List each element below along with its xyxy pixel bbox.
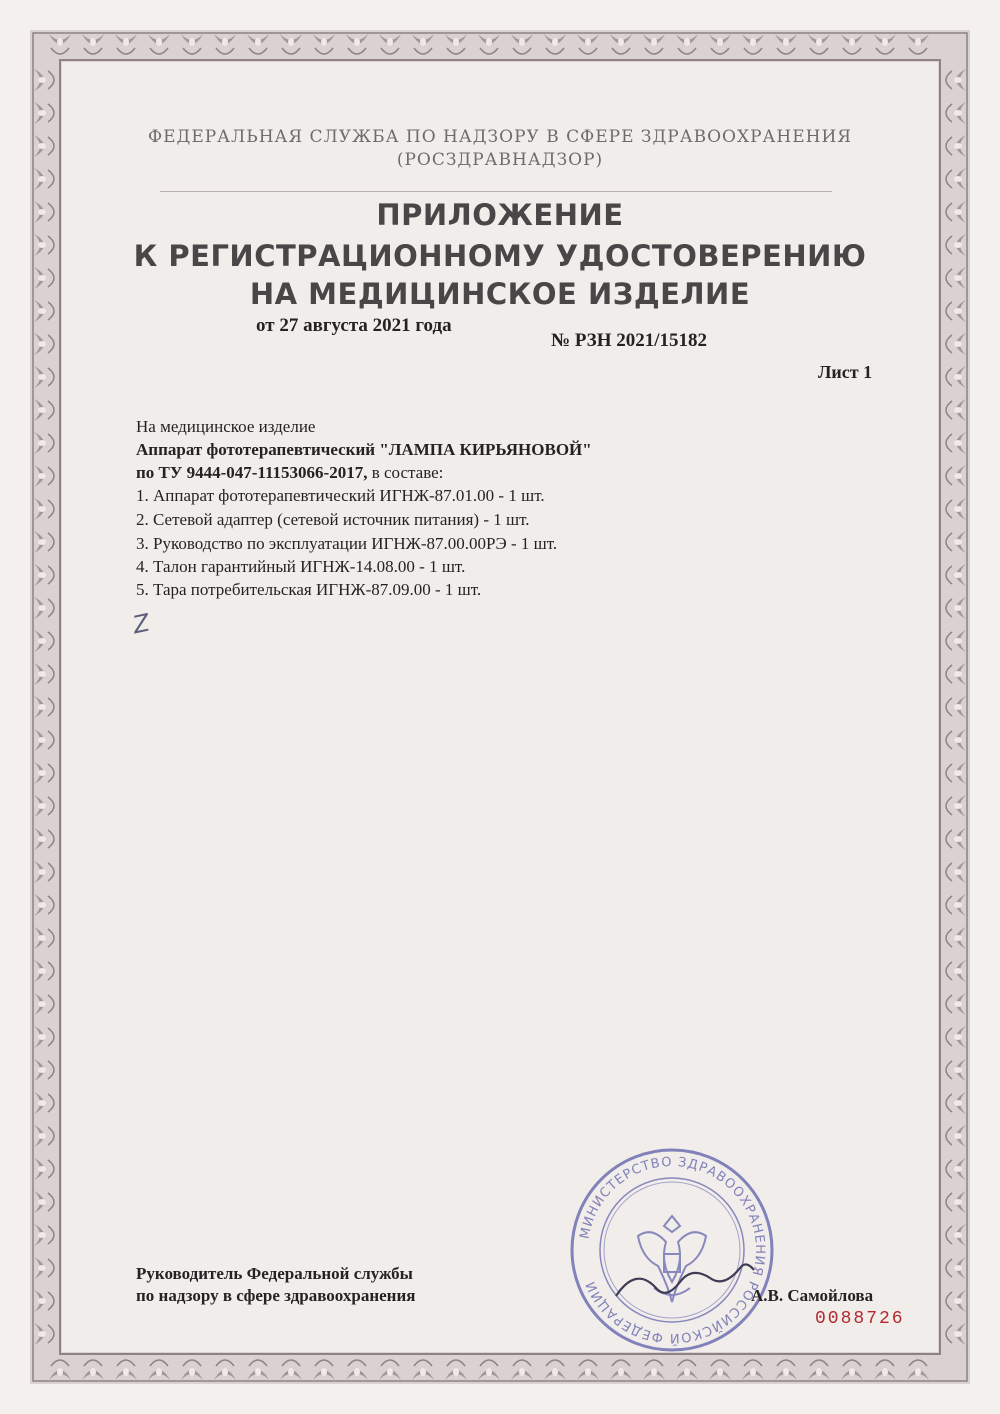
signatory-name: А.В. Самойлова [751,1286,874,1305]
official-stamp [568,1146,776,1354]
signatory-title-line-2: по надзору в сфере здравоохранения [136,1286,416,1305]
serial-number: 0088726 [815,1309,905,1329]
list-item: 2. Сетевой адаптер (сетевой источник питания) - 1 шт. [136,510,530,529]
signatory-title-line-1: Руководитель Федеральной службы [136,1264,413,1283]
svg-text:МИНИСТЕРСТВО ЗДРАВООХРАНЕНИЯ Р [578,1155,767,1346]
issue-date: от 27 августа 2021 года [256,315,452,336]
list-item: 3. Руководство по эксплуатации ИГНЖ-87.00.00РЭ - 1 шт. [136,534,558,553]
agency-name: ФЕДЕРАЛЬНАЯ СЛУЖБА ПО НАДЗОРУ В СФЕРЕ ЗДРАВООХРАНЕНИЯ [147,127,853,147]
intro-text: На медицинское изделие [136,417,316,436]
sheet-number: Лист 1 [818,362,873,382]
spec-code: по ТУ 9444-047-11153066-2017, [136,463,368,482]
device-spec [136,463,443,483]
list-item: 4. Талон гарантийный ИГНЖ-14.08.00 - 1 шт. [136,557,466,576]
end-of-list-mark: Z [130,608,153,640]
list-item: 1. Аппарат фототерапевтический ИГНЖ-87.01.00 - 1 шт. [136,486,545,505]
title-line-3: НА МЕДИЦИНСКОЕ ИЗДЕЛИЕ [249,277,751,311]
list-item: 5. Тара потребительская ИГНЖ-87.09.00 - 1 шт. [136,580,482,599]
spec-suffix: в составе: [367,463,444,482]
registration-number: № РЗН 2021/15182 [551,330,708,351]
device-name: Аппарат фототерапевтический "ЛАМПА КИРЬЯНОВОЙ" [136,440,592,459]
header-divider [160,191,832,192]
stamp-text: МИНИСТЕРСТВО ЗДРАВООХРАНЕНИЯ РОССИЙСКОЙ ФЕДЕРАЦИИ [577,1154,768,1346]
title-line-1: ПРИЛОЖЕНИЕ [376,198,624,232]
agency-abbreviation: (РОСЗДРАВНАДЗОР) [396,150,604,170]
title-line-2: К РЕГИСТРАЦИОННОМУ УДОСТОВЕРЕНИЮ [133,239,867,273]
